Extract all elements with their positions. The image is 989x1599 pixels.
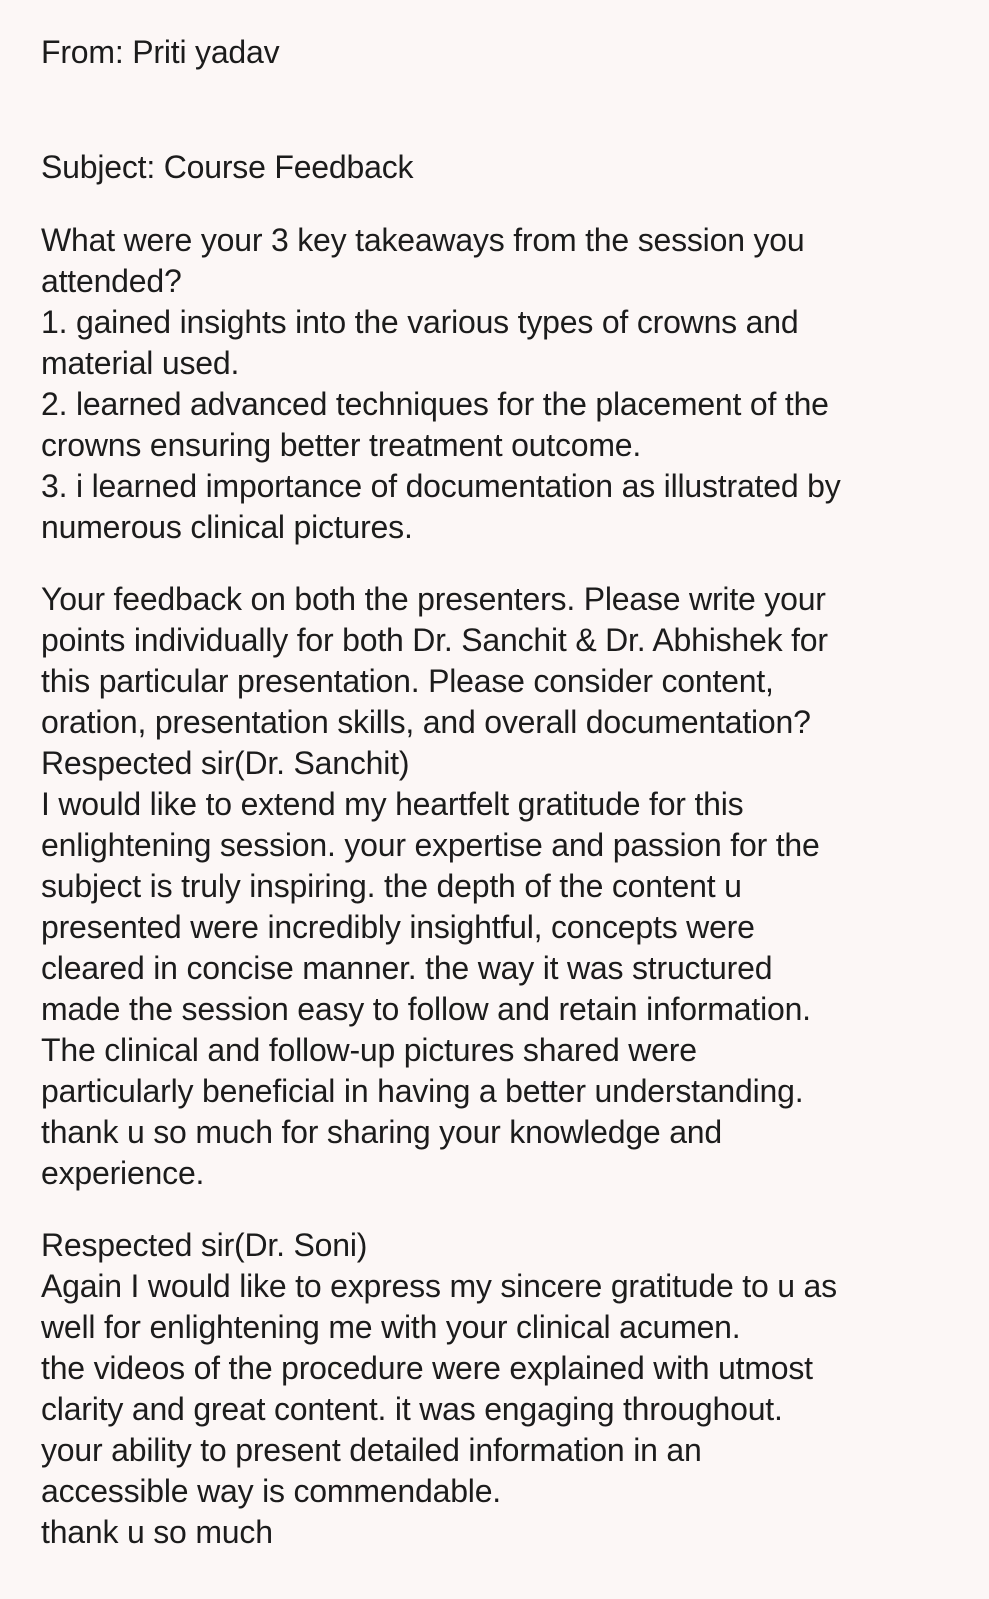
takeaway-item-2: 2. learned advanced techniques for the placement of the (41, 386, 829, 422)
from-line: From: Priti yadav (41, 34, 280, 70)
takeaway-item-1-cont: material used. (41, 345, 240, 381)
takeaway-item-3-cont: numerous clinical pictures. (41, 509, 413, 545)
takeaways-question-line: What were your 3 key takeaways from the session you (41, 222, 805, 258)
soni-greeting: Respected sir(Dr. Soni) (41, 1227, 368, 1263)
sanchit-feedback-line: cleared in concise manner. the way it was structured (41, 950, 773, 986)
soni-feedback-line: clarity and great content. it was engaging throughout. (41, 1391, 783, 1427)
sanchit-feedback-line: experience. (41, 1155, 205, 1191)
feedback-question-line: Your feedback on both the presenters. Please write your (41, 581, 826, 617)
presenter-feedback-section (41, 579, 969, 1194)
sanchit-greeting: Respected sir(Dr. Sanchit) (41, 745, 410, 781)
sanchit-feedback-line: thank u so much for sharing your knowledge and (41, 1114, 722, 1150)
soni-feedback-line: thank u so much (41, 1514, 273, 1550)
soni-feedback-section (41, 1225, 969, 1553)
soni-feedback-line: your ability to present detailed information in an (41, 1432, 702, 1468)
takeaways-section (41, 220, 969, 548)
sanchit-feedback-line: The clinical and follow-up pictures shared were (41, 1032, 697, 1068)
takeaway-item-1: 1. gained insights into the various types of crowns and (41, 304, 799, 340)
soni-feedback-line: the videos of the procedure were explained with utmost (41, 1350, 813, 1386)
sanchit-feedback-line: subject is truly inspiring. the depth of the content u (41, 868, 742, 904)
sanchit-feedback-line: made the session easy to follow and retain information. (41, 991, 811, 1027)
takeaway-item-3: 3. i learned importance of documentation as illustrated by (41, 468, 841, 504)
subject-line: Subject: Course Feedback (41, 149, 414, 185)
sanchit-feedback-line: particularly beneficial in having a better understanding. (41, 1073, 804, 1109)
feedback-question-line: oration, presentation skills, and overall documentation? (41, 704, 811, 740)
soni-feedback-line: accessible way is commendable. (41, 1473, 501, 1509)
takeaway-item-2-cont: crowns ensuring better treatment outcome. (41, 427, 642, 463)
soni-feedback-line: Again I would like to express my sincere gratitude to u as (41, 1268, 837, 1304)
sanchit-feedback-line: enlightening session. your expertise and passion for the (41, 827, 820, 863)
feedback-question-line: points individually for both Dr. Sanchit & Dr. Abhishek for (41, 622, 828, 658)
soni-feedback-line: well for enlightening me with your clinical acumen. (41, 1309, 741, 1345)
feedback-question-line: this particular presentation. Please consider content, (41, 663, 774, 699)
sanchit-feedback-line: I would like to extend my heartfelt gratitude for this (41, 786, 744, 822)
sanchit-feedback-line: presented were incredibly insightful, concepts were (41, 909, 755, 945)
takeaways-question-line: attended? (41, 263, 182, 299)
